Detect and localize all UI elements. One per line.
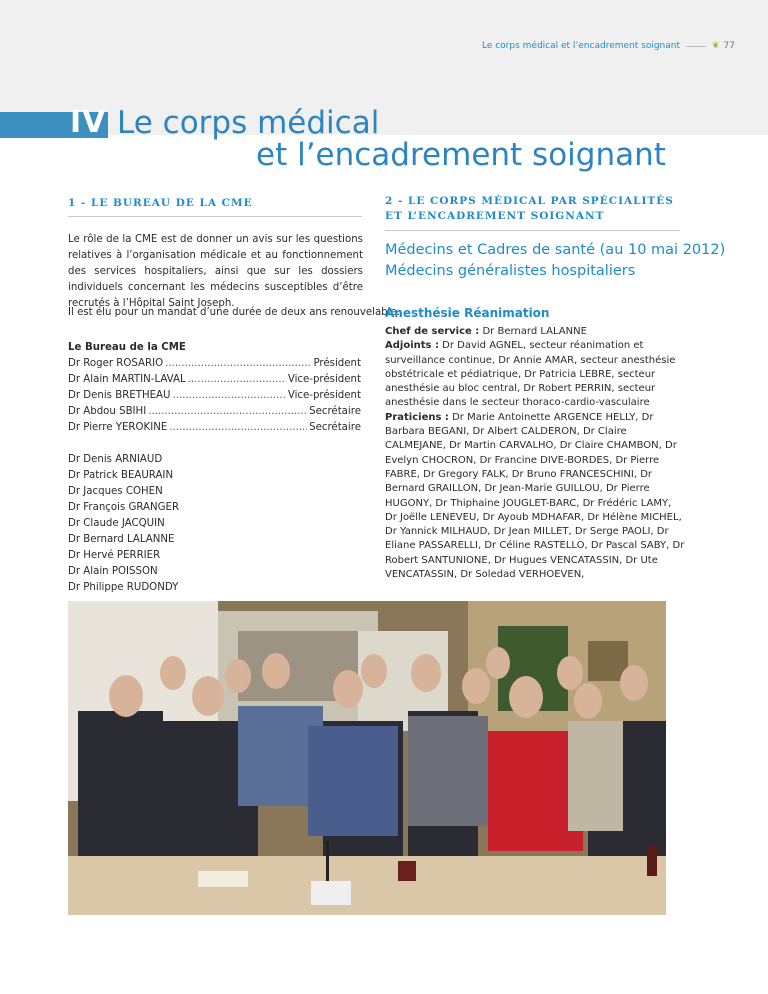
section1-intro: Le rôle de la CME est de donner un avis sur les questions relatives à l’organisation médicale et au fonctionnement des services hospitaliers, ainsi que sur les dossiers individuels concernant les médecins susceptibles d’être recrutés à l’Hôpital Saint Joseph. xyxy=(68,234,363,309)
leaf-icon: ❦ xyxy=(712,41,720,51)
header-band xyxy=(0,0,768,135)
section1-intro2: Il est élu pour un mandat d’une durée de deux ans renouvelable. xyxy=(68,307,400,318)
member: Dr Bernard LALANNE xyxy=(68,534,175,545)
bureau-row: Dr Alain MARTIN-LAVAL ..... Vice-président xyxy=(68,372,361,388)
member: Dr Jacques COHEN xyxy=(68,486,163,497)
member: Dr Philippe RUDONDY xyxy=(68,582,179,593)
member: Dr François GRANGER xyxy=(68,502,180,513)
running-title: Le corps médical et l’encadrement soignant xyxy=(481,41,680,51)
page-number: ❦ 77 xyxy=(712,41,735,51)
member: Dr Denis ARNIAUD xyxy=(68,454,163,465)
group-photo xyxy=(68,601,666,915)
bureau-row: Dr Roger ROSARIO ..... Président xyxy=(68,356,361,372)
chapter-number: IV xyxy=(70,105,107,140)
section2-rule xyxy=(385,230,680,231)
group-photo-illustration xyxy=(68,601,666,915)
member: Dr Claude JACQUIN xyxy=(68,518,165,529)
section1-heading: 1 - LE BUREAU DE LA CME xyxy=(68,197,253,209)
bureau-title: Le Bureau de la CME xyxy=(68,342,186,353)
section1-rule xyxy=(68,216,362,217)
chef-line: Chef de service : Dr Bernard LALANNE xyxy=(385,326,587,337)
cme-members-list xyxy=(68,452,179,596)
member: Dr Alain POISSON xyxy=(68,566,158,577)
member: Dr Hervé PERRIER xyxy=(68,550,161,561)
member: Dr Patrick BEAURAIN xyxy=(68,470,174,481)
section2-sub1: Médecins et Cadres de santé (au 10 mai 2012) xyxy=(385,242,726,258)
bureau-row: Dr Abdou SBIHI ..... Secrétaire xyxy=(68,404,361,420)
specialty-heading: Anesthésie Réanimation xyxy=(385,306,550,320)
section2-sub2: Médecins généralistes hospitaliers xyxy=(385,263,636,279)
adjoints-line: Adjoints : Dr David AGNEL, secteur réanimation et surveillance continue, Dr Annie AMAR, secteur anesthésie obstétricale et pédiatrique, Dr Patricia LEBRE, secteur anesthésie au bloc central, Dr Robert PERRIN, secteur anesthésie dans le secteur thoraco-cardio-vasculaire xyxy=(385,340,676,409)
bureau-list xyxy=(68,356,363,436)
praticiens-line: Praticiens : Dr Marie Antoinette ARGENCE HELLY, Dr Barbara BEGANI, Dr Albert CALDERON, Dr Claire CALMEJANE, Dr Martin CARVALHO, Dr Claire CHAMBON, Dr Evelyn CHOCRON, Dr Francine DIVE-BORDES, Dr Pierre FABRE, Dr Gregory FALK, Dr Bruno FRANCESCHINI, Dr Bernard GRAILLON, Dr Jean-Marie GUILLOU, Dr Pierre HUGONY, Dr Thiphaine JOUGLET-BARC, Dr Frédéric LAMY, Dr Joëlle LENEVEU, Dr Ayoub MDHAFAR, Dr Hélène MICHEL, Dr Yannick MILHAUD, Dr Jean MILLET, Dr Serge PAOLI, Dr Eliane PASSARELLI, Dr Céline RASTELLO, Dr Pascal SABY, Dr Robert SANTUNIONE, Dr Hugues VENCATASSIN, Dr Ute VENCATASSIN, Dr Soledad VERHOEVEN, xyxy=(385,411,685,581)
chapter-title-line2: et l’encadrement soignant xyxy=(256,137,666,173)
specialty-body xyxy=(385,325,685,582)
section2-heading: 2 - LE CORPS MÉDICAL PAR SPÉCIALITÉS ET L’ENCADREMENT SOIGNANT xyxy=(385,195,674,222)
bureau-row: Dr Pierre YEROKINE ..... Secrétaire xyxy=(68,420,361,436)
bureau-row: Dr Denis BRETHEAU ..... Vice-président xyxy=(68,388,361,404)
chapter-title-line1: Le corps médical xyxy=(117,105,380,141)
